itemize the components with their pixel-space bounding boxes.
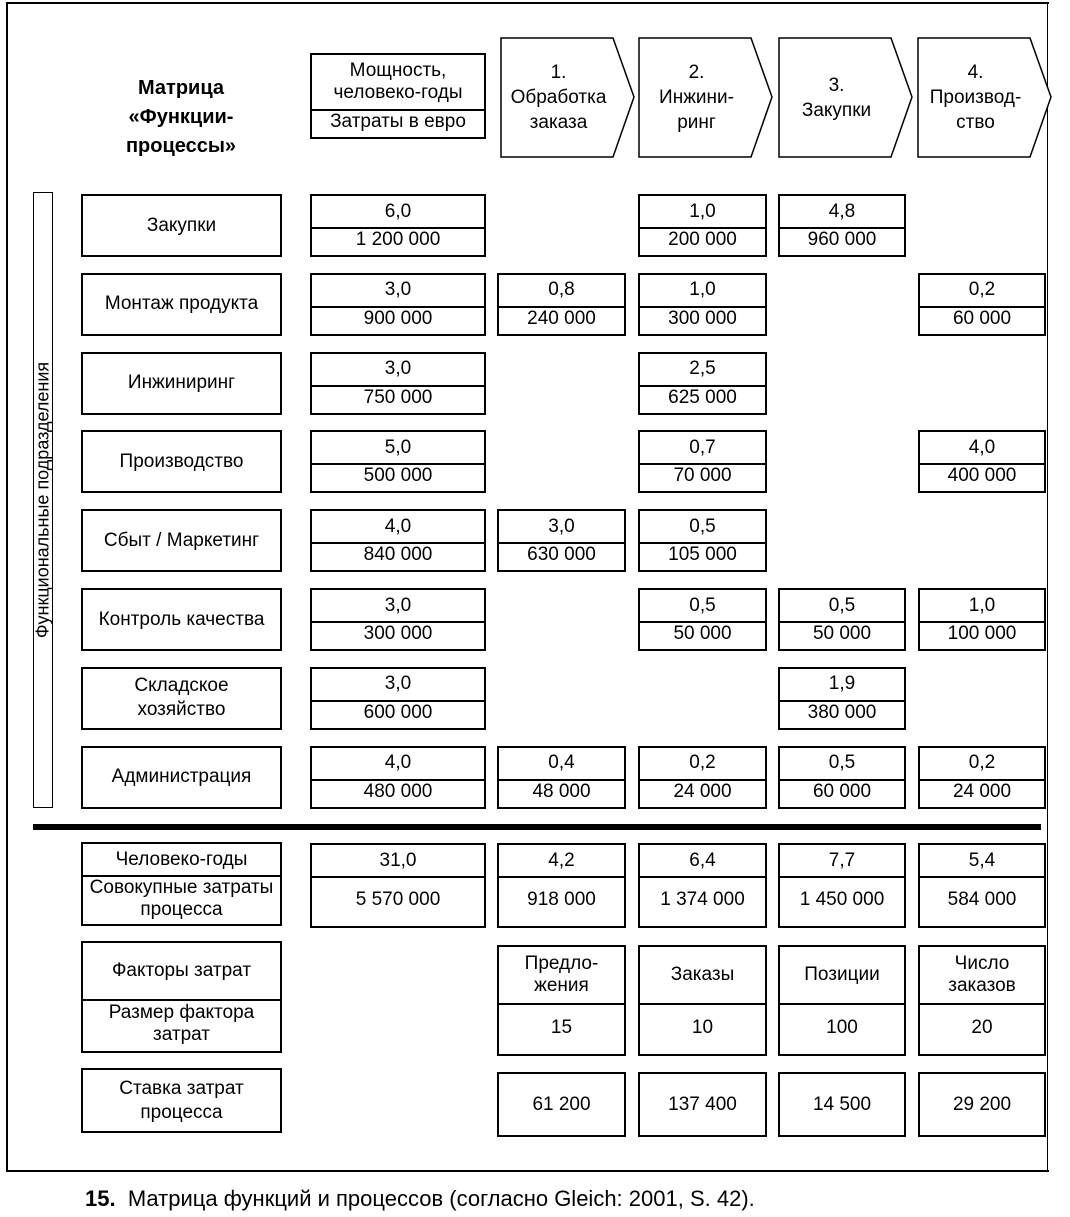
matrix-cell [918,746,1046,809]
department-name: Контроль качества [98,608,265,630]
totals-label-cost: Совокупные затраты процесса [89,876,274,920]
driver-name: Предло-жения [499,947,624,1005]
caption-text: Матрица функций и процессов (согласно Gleich: 2001, S. 42). [127,1186,755,1211]
totals-cell [497,843,626,928]
cell-cost: 500 000 [363,465,433,487]
matrix-cell [918,273,1046,336]
total-cost: 584 000 [947,889,1017,910]
cell-person-years: 5,0 [312,432,484,465]
driver-quantity: 10 [691,1016,714,1038]
cell-person-years: 1,9 [780,669,904,702]
rate-value: 61 200 [532,1093,591,1115]
total-cost: 1 374 000 [660,889,745,910]
cell-cost: 50 000 [673,623,732,644]
cell-person-years: 4,0 [312,748,484,781]
process-chevron-1 [500,37,635,158]
legend-cost: Затраты в евро [330,111,466,132]
cell-cost: 750 000 [363,386,433,408]
matrix-cell [310,509,486,572]
cell-person-years: 0,2 [640,748,765,781]
cell-cost: 400 000 [947,465,1017,487]
cell-cost: 100 000 [947,623,1017,644]
cell-person-years: 3,0 [312,669,484,702]
rate-cell [918,1072,1046,1137]
frame-left-line [6,2,8,1172]
matrix-cell [497,509,626,572]
side-label-box [33,192,53,808]
cell-cost: 840 000 [363,544,433,566]
driver-name: Позиции [780,947,904,1005]
title-line-2: «Функции-процессы» [125,106,237,157]
cell-cost: 240 000 [527,307,596,329]
caption-number: 15. [85,1186,116,1211]
total-cost: 1 450 000 [799,889,885,910]
process-number: 4. [967,62,984,83]
driver-cell [918,945,1046,1056]
frame-top-line [6,2,1049,4]
total-person-years: 7,7 [780,845,904,878]
total-person-years: 5,4 [920,845,1044,878]
total-person-years: 31,0 [312,845,484,878]
total-cost: 5 570 000 [355,889,441,910]
department-name: Монтаж продукта [104,293,259,315]
cell-person-years: 1,0 [920,590,1044,623]
cell-person-years: 4,0 [312,511,484,544]
rate-cell [778,1072,906,1137]
cell-person-years: 0,5 [780,590,904,623]
cell-cost: 1 200 000 [355,229,441,250]
process-name: Обработка заказа [510,87,607,133]
matrix-cell [310,352,486,415]
cell-cost: 960 000 [807,229,877,250]
cell-cost: 24 000 [673,780,732,802]
process-chevron-4 [917,37,1052,158]
cell-person-years: 0,4 [499,748,624,781]
matrix-cell [638,273,767,336]
frame-right-line [1047,2,1048,1172]
cell-cost: 625 000 [668,386,737,408]
department-label [81,509,282,572]
cell-cost: 600 000 [363,701,433,723]
department-label [81,430,282,493]
matrix-cell [497,746,626,809]
cell-person-years: 3,0 [312,275,484,308]
process-name: Производ-ство [929,87,1022,133]
rate-value: 29 200 [952,1093,1012,1115]
cell-cost: 900 000 [363,307,433,329]
matrix-cell [918,588,1046,651]
title-line-1: Матрица [138,77,224,99]
process-number: 3. [828,74,845,96]
matrix-cell [778,194,906,257]
cell-cost: 300 000 [363,623,433,644]
cell-cost: 200 000 [668,229,737,250]
department-label [81,352,282,415]
process-name: Закупки [801,99,872,121]
matrix-cell [778,667,906,730]
cell-cost: 60 000 [812,780,872,802]
cell-person-years: 0,5 [780,748,904,781]
drivers-label-size: Размер фактора затрат [108,1002,255,1045]
cell-cost: 300 000 [668,307,737,329]
driver-quantity: 20 [971,1016,993,1038]
cell-cost: 24 000 [952,780,1012,802]
cell-person-years: 0,8 [499,275,624,308]
rate-value: 14 500 [812,1093,872,1115]
totals-cell [778,843,906,928]
totals-label [81,842,282,926]
side-label: Функциональные подразделения [32,361,53,639]
department-name: Сбыт / Маркетинг [103,529,260,551]
cell-person-years: 0,2 [920,275,1044,308]
driver-cell [778,945,906,1056]
matrix-cell [638,588,767,651]
cell-person-years: 2,5 [640,354,765,387]
matrix-cell [310,273,486,336]
driver-name: Число заказов [920,947,1044,1005]
cell-person-years: 6,0 [312,196,484,229]
department-name: Администрация [111,766,252,788]
matrix-cell [310,430,486,493]
totals-cell [918,843,1046,928]
total-cost: 918 000 [527,889,596,910]
cell-cost: 105 000 [668,544,737,566]
matrix-title [81,74,281,161]
cell-cost: 50 000 [812,623,872,644]
cell-cost: 380 000 [807,701,877,723]
cell-person-years: 4,0 [920,432,1044,465]
cell-person-years: 4,8 [780,196,904,229]
totals-cell [638,843,767,928]
drivers-label-factor: Факторы затрат [83,943,280,1001]
cell-cost: 70 000 [673,465,732,487]
rates-label [81,1068,282,1133]
department-name: Инжиниринг [127,372,236,394]
cell-person-years: 1,0 [640,196,765,229]
totals-cell [310,843,486,928]
cell-person-years: 0,5 [640,590,765,623]
department-name: Закупки [146,214,217,236]
process-number: 1. [550,62,567,83]
legend-capacity: Мощность, человеко-годы [312,55,484,111]
department-name: Производство [119,450,244,472]
matrix-cell [310,667,486,730]
cell-person-years: 0,2 [920,748,1044,781]
matrix-cell [638,352,767,415]
cell-cost: 60 000 [952,307,1012,329]
rates-label-text: Ставка затрат процесса [119,1077,244,1123]
department-label [81,667,282,730]
driver-cell [497,945,626,1056]
matrix-cell [497,273,626,336]
caption [85,1186,755,1212]
matrix-cell [778,746,906,809]
driver-cell [638,945,767,1056]
divider-thick [33,824,1041,830]
matrix-cell [310,588,486,651]
cell-person-years: 3,0 [312,354,484,387]
cell-cost: 48 000 [532,780,591,802]
department-label [81,194,282,257]
cell-person-years: 0,5 [640,511,765,544]
totals-label-person-years: Человеко-годы [83,844,280,877]
process-chevron-2 [638,37,773,158]
cell-person-years: 0,7 [640,432,765,465]
department-label [81,588,282,651]
total-person-years: 4,2 [499,845,624,878]
matrix-cell [778,588,906,651]
cell-person-years: 3,0 [312,590,484,623]
driver-quantity: 100 [826,1016,858,1038]
matrix-cell [638,430,767,493]
rate-cell [497,1072,626,1137]
rate-value: 137 400 [668,1093,737,1115]
department-name: Складское хозяйство [134,675,229,721]
cell-person-years: 3,0 [499,511,624,544]
legend-box [310,53,486,139]
department-label [81,746,282,809]
cell-person-years: 1,0 [640,275,765,308]
total-person-years: 6,4 [640,845,765,878]
frame-bottom-line [6,1170,1049,1172]
cell-cost: 630 000 [527,544,596,566]
drivers-label [81,941,282,1053]
matrix-cell [310,746,486,809]
driver-name: Заказы [640,947,765,1005]
cell-cost: 480 000 [363,780,433,802]
process-name: Инжини-ринг [659,87,734,133]
process-number: 2. [688,62,705,83]
driver-quantity: 15 [550,1016,573,1038]
rate-cell [638,1072,767,1137]
department-label [81,273,282,336]
matrix-cell [638,746,767,809]
matrix-cell [310,194,486,257]
matrix-cell [638,509,767,572]
matrix-cell [918,430,1046,493]
process-chevron-3 [778,37,913,158]
matrix-cell [638,194,767,257]
